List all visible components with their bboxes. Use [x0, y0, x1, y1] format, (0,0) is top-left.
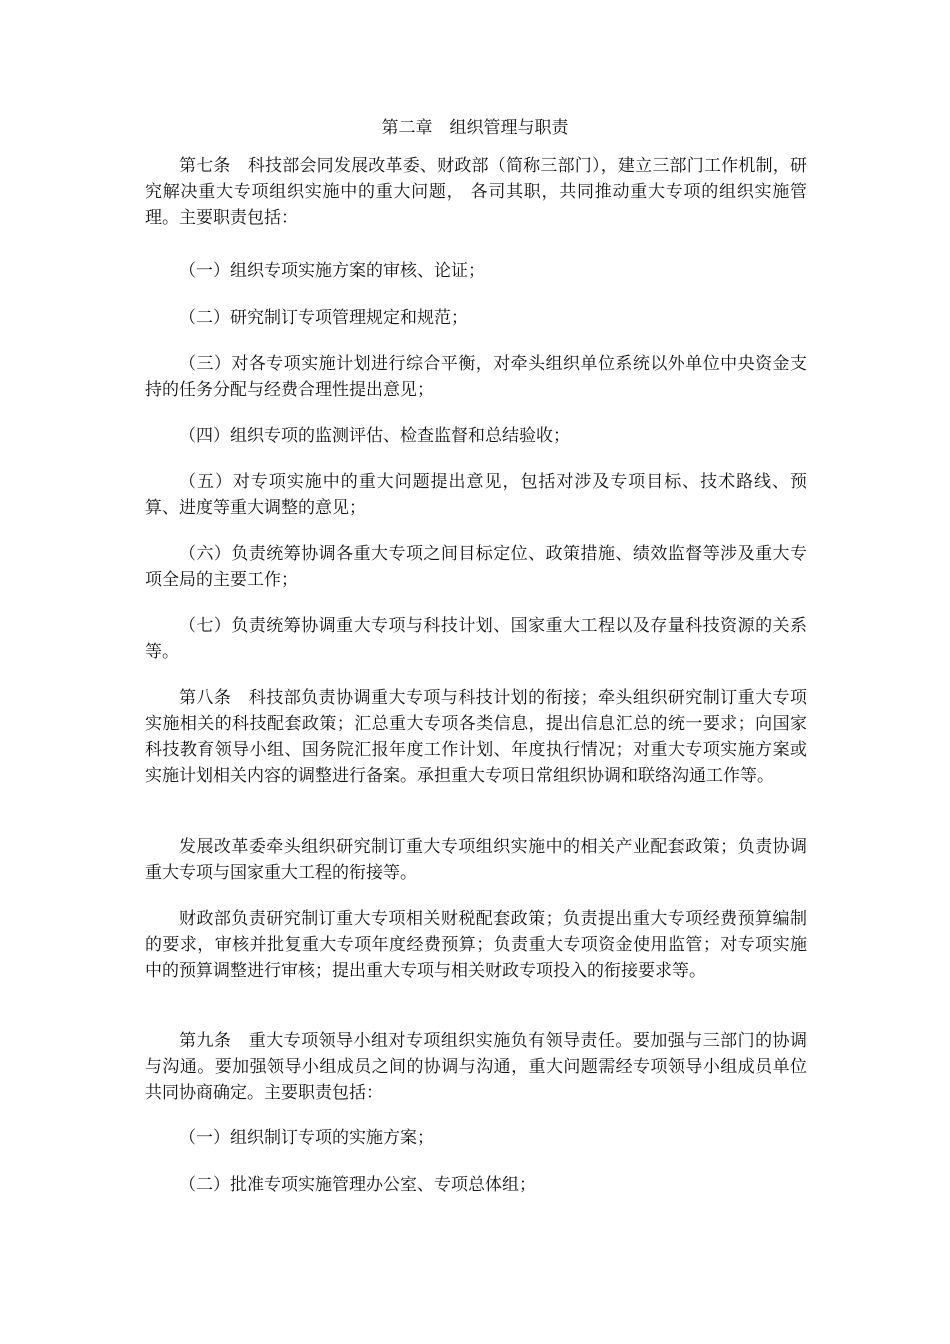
list-item: （二）批准专项实施管理办公室、专项总体组；	[179, 1175, 536, 1195]
list-item: （六）负责统筹协调各重大专项之间目标定位、政策措施、绩效监督等涉及重大专项全局的主要工作；	[145, 544, 807, 590]
list-item: （七）负责统筹协调重大专项与科技计划、国家重大工程以及存量科技资源的关系等。	[145, 616, 807, 662]
list-item: （一）组织制订专项的实施方案；	[179, 1128, 434, 1148]
list-item: （二）研究制订专项管理规定和规范；	[179, 308, 468, 328]
chapter-title: 第二章 组织管理与职责	[381, 118, 569, 138]
list-item: （四）组织专项的监测评估、检查监督和总结验收；	[179, 426, 570, 446]
list-item: （一）组织专项实施方案的审核、论证；	[179, 261, 485, 281]
article-7-paragraph: 第七条 科技部会同发展改革委、财政部（简称三部门），建立三部门工作机制，研究解决重大专项组织实施中的重大问题， 各司其职，共同推动重大专项的组织实施管理。主要职责包括：	[145, 156, 807, 228]
list-item: （三）对各专项实施计划进行综合平衡，对牵头组织单位系统以外单位中央资金支持的任务分配与经费合理性提出意见；	[145, 354, 807, 400]
article-8-paragraph: 第八条 科技部负责协调重大专项与科技计划的衔接；牵头组织研究制订重大专项实施相关的科技配套政策；汇总重大专项各类信息，提出信息汇总的统一要求；向国家科技教育领导小组、国务院汇报年度工作计划、年度执行情况；对重大专项实施方案或实施计划相关内容的调整进行备案。承担重大专项日常组织协调和联络沟通工作等。	[145, 688, 807, 786]
body-paragraph: 发展改革委牵头组织研究制订重大专项组织实施中的相关产业配套政策；负责协调重大专项与国家重大工程的衔接等。	[145, 837, 807, 883]
article-9-paragraph: 第九条 重大专项领导小组对专项组织实施负有领导责任。要加强与三部门的协调与沟通。要加强领导小组成员之间的协调与沟通，重大问题需经专项领导小组成员单位共同协商确定。主要职责包括：	[145, 1031, 807, 1103]
list-item: （五）对专项实施中的重大问题提出意见，包括对涉及专项目标、技术路线、预算、进度等重大调整的意见；	[145, 472, 807, 518]
body-paragraph: 财政部负责研究制订重大专项相关财税配套政策；负责提出重大专项经费预算编制的要求，审核并批复重大专项年度经费预算；负责重大专项资金使用监管；对专项实施中的预算调整进行审核；提出重大专项与相关财政专项投入的衔接要求等。	[145, 909, 807, 981]
